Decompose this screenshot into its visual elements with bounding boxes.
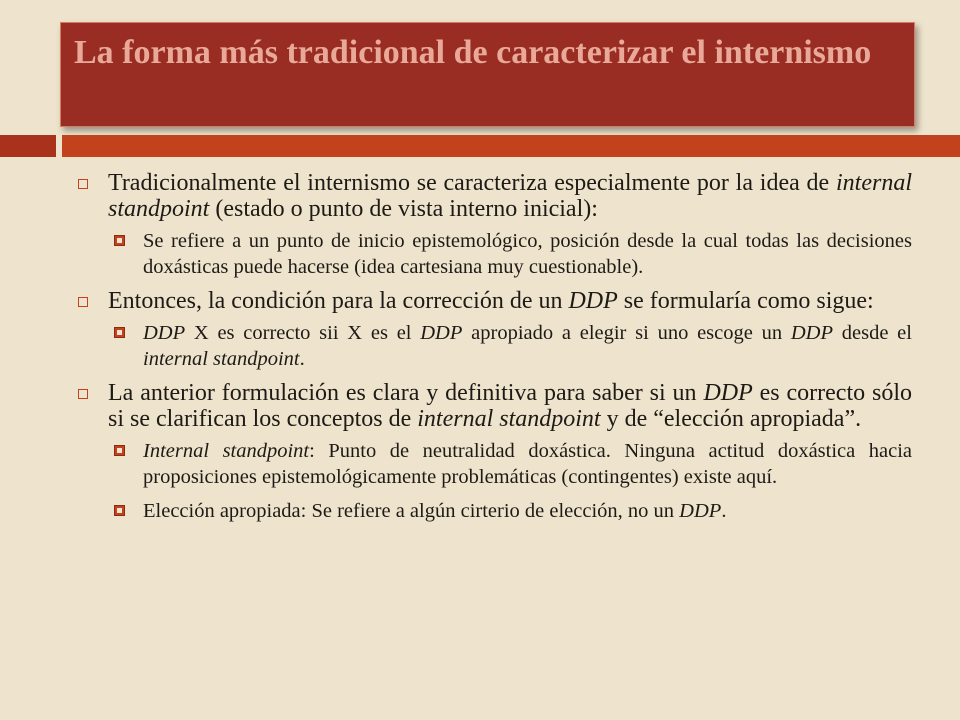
slide-content (72, 170, 912, 532)
bullet-3-sub-2: Elección apropiada: Se refiere a algún cirterio de elección, no un DDP. (72, 498, 912, 524)
filled-square-bullet-icon (114, 235, 125, 246)
bullet-1-sub-1: Se refiere a un punto de inicio epistemológico, posición desde la cual todas las decisiones doxásticas puede hacerse (idea cartesiana muy cuestionable). (72, 228, 912, 280)
bullet-3: La anterior formulación es clara y definitiva para saber si un DDP es correcto sólo si se clarifican los conceptos de internal standpoint y de “elección apropiada”. (72, 380, 912, 432)
slide-title: La forma más tradicional de caracterizar el internismo (74, 34, 872, 71)
accent-band-right (62, 135, 960, 157)
filled-square-bullet-icon (114, 445, 125, 456)
bullet-3-sub-1: Internal standpoint: Punto de neutralidad doxástica. Ninguna actitud doxástica hacia proposiciones epistemológicamente problemáticas (contingentes) existe aquí. (72, 438, 912, 490)
hollow-square-bullet-icon (78, 389, 88, 399)
hollow-square-bullet-icon (78, 297, 88, 307)
bullet-1: Tradicionalmente el internismo se caracteriza especialmente por la idea de internal standpoint (estado o punto de vista interno inicial): (72, 170, 912, 222)
filled-square-bullet-icon (114, 505, 125, 516)
bullet-2-sub-1: DDP X es correcto sii X es el DDP apropiado a elegir si uno escoge un DDP desde el internal standpoint. (72, 320, 912, 372)
title-box (60, 22, 915, 127)
bullet-2: Entonces, la condición para la corrección de un DDP se formularía como sigue: (72, 288, 912, 314)
filled-square-bullet-icon (114, 327, 125, 338)
hollow-square-bullet-icon (78, 179, 88, 189)
accent-band-left (0, 135, 56, 157)
